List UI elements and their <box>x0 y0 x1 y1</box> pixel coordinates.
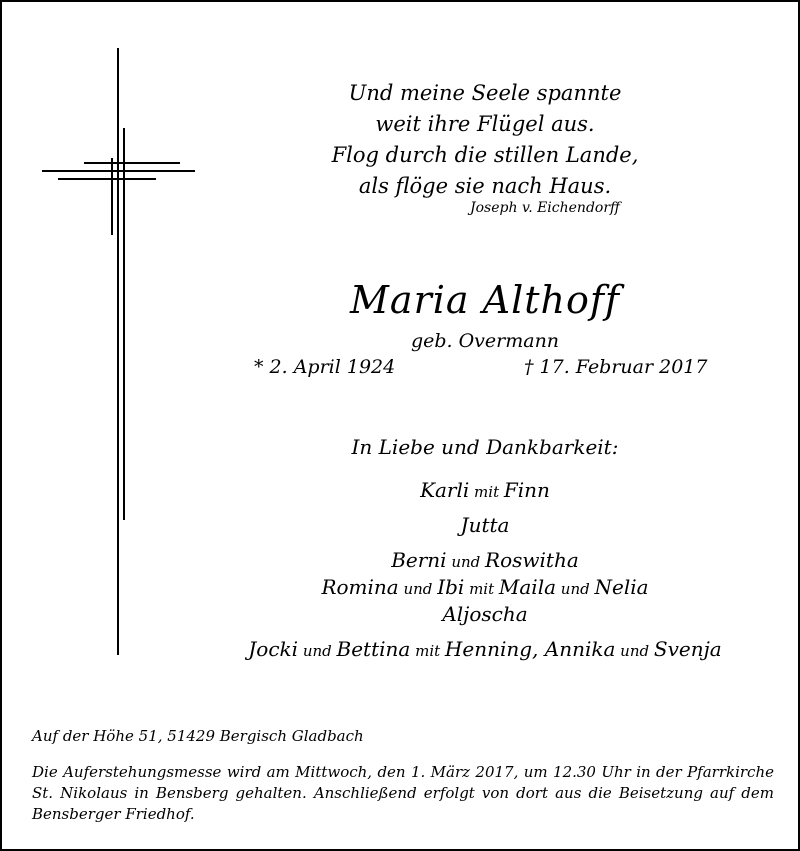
family-member: Karli <box>420 478 470 502</box>
dedication: In Liebe und Dankbarkeit: <box>351 435 619 459</box>
birth-name: geb. Overmann <box>410 330 560 352</box>
family-member: Jutta <box>460 513 510 537</box>
family-member: Svenja <box>653 637 722 661</box>
family-connector: mit <box>469 483 504 501</box>
family-line <box>180 602 790 626</box>
family-member: Ibi <box>437 575 465 599</box>
family-member: Maila <box>498 575 557 599</box>
family-line <box>180 575 790 599</box>
quote-line: Und meine Seele spannte <box>348 81 622 105</box>
family-member: Berni <box>391 548 447 572</box>
address: Auf der Höhe 51, 51429 Bergisch Gladbach <box>32 727 364 745</box>
family-member: Roswitha <box>485 548 579 572</box>
family-line <box>180 548 790 572</box>
quote <box>290 78 680 202</box>
family-connector: und <box>446 553 486 571</box>
family-member: Aljoscha <box>442 602 528 626</box>
deceased-name: Maria Althoff <box>350 278 620 322</box>
family-member: Romina <box>321 575 399 599</box>
family-connector: mit <box>410 642 445 660</box>
family-member: Jocki <box>248 637 299 661</box>
funeral-notice: Die Auferstehungsmesse wird am Mittwoch, den 1. März 2017, um 12.30 Uhr in der Pfarrkirche St. Nikolaus in Bensberg gehalten. Anschließend erfolgt von dort aus die Beisetzung auf dem Bensberger Friedhof. <box>32 763 774 823</box>
quote-author: Joseph v. Eichendorff <box>470 200 620 216</box>
family-member: Finn <box>503 478 550 502</box>
quote-line: weit ihre Flügel aus. <box>375 112 595 136</box>
quote-line: als flöge sie nach Haus. <box>358 174 612 198</box>
family-member: Nelia <box>594 575 649 599</box>
family-connector: und <box>298 642 337 660</box>
birth-date: * 2. April 1924 <box>254 356 396 378</box>
family-connector: und <box>615 642 654 660</box>
death-date: † 17. Februar 2017 <box>524 356 708 378</box>
quote-line: Flog durch die stillen Lande, <box>331 143 639 167</box>
family-member: Henning, Annika <box>444 637 616 661</box>
family-line <box>180 637 790 661</box>
family-connector: mit <box>464 580 499 598</box>
family-member: Bettina <box>336 637 411 661</box>
family-line <box>180 478 790 502</box>
family-connector: und <box>398 580 438 598</box>
family-line <box>180 513 790 537</box>
family-connector: und <box>556 580 595 598</box>
